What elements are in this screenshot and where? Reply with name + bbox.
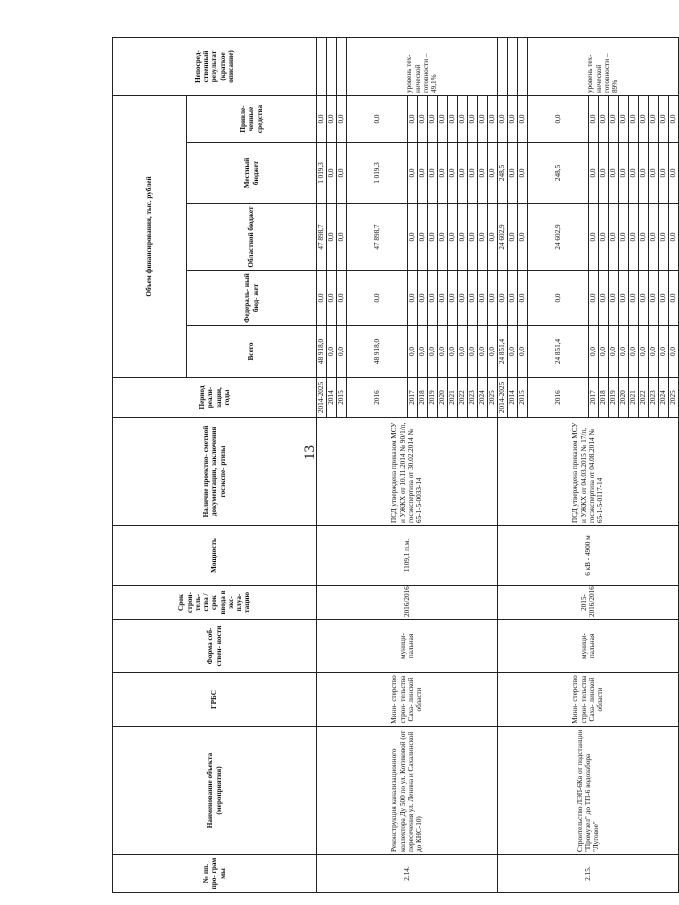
total-cell: 0,0 (609, 326, 619, 378)
local-cell: 0,0 (599, 143, 609, 204)
local-cell: 0,0 (669, 143, 679, 204)
local-cell: 0,0 (337, 143, 347, 204)
regional-cell: 0,0 (327, 204, 337, 271)
total-cell: 0,0 (337, 326, 347, 378)
result-cell-empty (508, 37, 518, 95)
regional-cell: 0,0 (659, 204, 669, 271)
financing-table (112, 37, 679, 893)
federal-cell: 0,0 (649, 271, 659, 326)
result-cell-empty (327, 37, 337, 95)
attracted-cell: 0,0 (669, 95, 679, 142)
total-cell: 0,0 (458, 326, 468, 378)
attracted-cell: 0,0 (599, 95, 609, 142)
object-capacity: 6 кВ - 4900 м (498, 526, 679, 586)
federal-cell: 0,0 (599, 271, 609, 326)
total-cell: 0,0 (629, 326, 639, 378)
object-grbs: Мини- стерство строи- тельства Саха- линской области (317, 673, 498, 727)
local-cell: 1 019,3 (317, 143, 327, 204)
local-cell: 0,0 (478, 143, 488, 204)
object-result: уровень тех- нической готовности – 89% (528, 37, 679, 95)
header-total: Всего (187, 326, 317, 378)
period-cell: 2018 (418, 378, 428, 418)
regional-cell: 0,0 (639, 204, 649, 271)
regional-cell: 0,0 (478, 204, 488, 271)
rotated-table-container (112, 38, 678, 893)
object-result: уровень тех- нической готовности – 49,1% (347, 37, 498, 95)
federal-cell: 0,0 (438, 271, 448, 326)
header-term: Срок строи- тель- ства / срок ввода в экс- плуа- тацию (113, 586, 317, 620)
object-psd: ПСД утверждена приказом МСУ и УЖКХ от 10.11.2014 № 90/1/п, госэкспертиза от 30.02.2014 № 65-1-5-0033-14 (317, 418, 498, 526)
period-cell: 2019 (428, 378, 438, 418)
header-local: Местный бюджет (187, 143, 317, 204)
local-cell: 0,0 (589, 143, 599, 204)
object-term: 2016/2016 (317, 586, 498, 620)
period-cell: 2019 (609, 378, 619, 418)
local-cell: 0,0 (408, 143, 418, 204)
attracted-cell: 0,0 (317, 95, 327, 142)
attracted-cell: 0,0 (488, 95, 498, 142)
period-cell: 2022 (458, 378, 468, 418)
regional-cell: 0,0 (649, 204, 659, 271)
header-capacity: Мощность (113, 526, 317, 586)
header-finance-group: Объем финансирования, тыс. рублей (113, 95, 187, 377)
result-cell-empty (518, 37, 528, 95)
header-period: Период реали- зации, годы (113, 378, 317, 418)
federal-cell: 0,0 (488, 271, 498, 326)
local-cell: 0,0 (619, 143, 629, 204)
attracted-cell: 0,0 (438, 95, 448, 142)
federal-cell: 0,0 (609, 271, 619, 326)
local-cell: 0,0 (659, 143, 669, 204)
period-cell: 2017 (589, 378, 599, 418)
regional-cell: 0,0 (609, 204, 619, 271)
attracted-cell: 0,0 (327, 95, 337, 142)
period-cell: 2015 (518, 378, 528, 418)
result-cell-empty (498, 37, 508, 95)
period-cell: 2025 (488, 378, 498, 418)
header-federal: Федераль- ный бюд- жет (187, 271, 317, 326)
object-number: 2.14. (317, 855, 498, 893)
period-cell: 2023 (468, 378, 478, 418)
table-body (317, 37, 679, 892)
local-cell: 0,0 (448, 143, 458, 204)
federal-cell: 0,0 (508, 271, 518, 326)
regional-cell: 0,0 (408, 204, 418, 271)
local-cell: 1 019,3 (347, 143, 408, 204)
attracted-cell: 0,0 (458, 95, 468, 142)
period-cell: 2014-2025 (498, 378, 508, 418)
period-cell: 2020 (438, 378, 448, 418)
header-regional: Областной бюджет (187, 204, 317, 271)
header-grbs: ГРБС (113, 673, 317, 727)
federal-cell: 0,0 (629, 271, 639, 326)
federal-cell: 0,0 (418, 271, 428, 326)
regional-cell: 24 602,9 (528, 204, 589, 271)
attracted-cell: 0,0 (408, 95, 418, 142)
total-cell: 24 851,4 (498, 326, 508, 378)
total-cell: 0,0 (669, 326, 679, 378)
total-cell: 0,0 (418, 326, 428, 378)
period-cell: 2021 (448, 378, 458, 418)
total-cell: 0,0 (619, 326, 629, 378)
local-cell: 0,0 (518, 143, 528, 204)
federal-cell: 0,0 (478, 271, 488, 326)
period-cell: 2017 (408, 378, 418, 418)
regional-cell: 0,0 (508, 204, 518, 271)
period-cell: 2014-2025 (317, 378, 327, 418)
federal-cell: 0,0 (639, 271, 649, 326)
attracted-cell: 0,0 (589, 95, 599, 142)
attracted-cell: 0,0 (629, 95, 639, 142)
regional-cell: 0,0 (599, 204, 609, 271)
federal-cell: 0,0 (659, 271, 669, 326)
header-psd: Наличие проектно- сметной документации, заключения госэкспе- ртизы (113, 418, 317, 526)
regional-cell: 0,0 (518, 204, 528, 271)
attracted-cell: 0,0 (528, 95, 589, 142)
attracted-cell: 0,0 (518, 95, 528, 142)
attracted-cell: 0,0 (619, 95, 629, 142)
total-cell: 0,0 (518, 326, 528, 378)
attracted-cell: 0,0 (478, 95, 488, 142)
regional-cell: 0,0 (488, 204, 498, 271)
period-cell: 2016 (528, 378, 589, 418)
federal-cell: 0,0 (669, 271, 679, 326)
federal-cell: 0,0 (448, 271, 458, 326)
federal-cell: 0,0 (589, 271, 599, 326)
local-cell: 0,0 (639, 143, 649, 204)
total-cell: 0,0 (639, 326, 649, 378)
local-cell: 0,0 (488, 143, 498, 204)
result-cell-empty (337, 37, 347, 95)
object-name: Реконструкция канализационного коллектора Ду 500 по ул. Котиковой (от пересечения ул. Ленина и Сахалинской до КНС-10) (317, 727, 498, 855)
regional-cell: 0,0 (448, 204, 458, 271)
header-attracted: Привле- ченные средства (187, 95, 317, 142)
total-cell: 0,0 (508, 326, 518, 378)
local-cell: 0,0 (508, 143, 518, 204)
header-name: Наименование объекта (мероприятия) (113, 727, 317, 855)
total-cell: 0,0 (438, 326, 448, 378)
regional-cell: 0,0 (337, 204, 347, 271)
total-cell: 24 851,4 (528, 326, 589, 378)
federal-cell: 0,0 (619, 271, 629, 326)
regional-cell: 0,0 (468, 204, 478, 271)
total-cell: 0,0 (428, 326, 438, 378)
regional-cell: 0,0 (438, 204, 448, 271)
header-form: Форма соб- ствен- ности (113, 620, 317, 673)
federal-cell: 0,0 (408, 271, 418, 326)
object-form: муници- пальная (317, 620, 498, 673)
object-form: муници- пальная (498, 620, 679, 673)
federal-cell: 0,0 (518, 271, 528, 326)
total-cell: 0,0 (408, 326, 418, 378)
period-cell: 2020 (619, 378, 629, 418)
attracted-cell: 0,0 (337, 95, 347, 142)
total-cell: 48 918,0 (317, 326, 327, 378)
page-number: 13 (301, 444, 318, 460)
period-cell: 2024 (478, 378, 488, 418)
local-cell: 0,0 (649, 143, 659, 204)
total-cell: 0,0 (327, 326, 337, 378)
period-cell: 2024 (659, 378, 669, 418)
attracted-cell: 0,0 (428, 95, 438, 142)
object-grbs: Мини- стерство строи- тельства Саха- линской области (498, 673, 679, 727)
period-cell: 2016 (347, 378, 408, 418)
local-cell: 0,0 (629, 143, 639, 204)
attracted-cell: 0,0 (418, 95, 428, 142)
regional-cell: 0,0 (418, 204, 428, 271)
regional-cell: 24 602,9 (498, 204, 508, 271)
local-cell: 248,5 (498, 143, 508, 204)
total-cell: 0,0 (468, 326, 478, 378)
federal-cell: 0,0 (498, 271, 508, 326)
result-cell-empty (317, 37, 327, 95)
table-row (498, 37, 508, 892)
local-cell: 248,5 (528, 143, 589, 204)
table-row (317, 37, 327, 892)
total-cell: 0,0 (649, 326, 659, 378)
header-num: № пп. про- грам мы (113, 855, 317, 893)
local-cell: 0,0 (428, 143, 438, 204)
period-cell: 2014 (327, 378, 337, 418)
attracted-cell: 0,0 (347, 95, 408, 142)
object-psd: ПСД утверждена приказом МСУ и УЖКХ от 04.03.2015 № 17/п, госэкспертиза от 04.08.2014 № 65-1-5-0117-14 (498, 418, 679, 526)
attracted-cell: 0,0 (448, 95, 458, 142)
federal-cell: 0,0 (528, 271, 589, 326)
period-cell: 2022 (639, 378, 649, 418)
attracted-cell: 0,0 (639, 95, 649, 142)
total-cell: 0,0 (488, 326, 498, 378)
regional-cell: 0,0 (589, 204, 599, 271)
total-cell: 0,0 (478, 326, 488, 378)
header-result: Непосред- ственный результат (краткое описание) (113, 37, 317, 95)
total-cell: 0,0 (659, 326, 669, 378)
local-cell: 0,0 (468, 143, 478, 204)
attracted-cell: 0,0 (508, 95, 518, 142)
local-cell: 0,0 (418, 143, 428, 204)
local-cell: 0,0 (327, 143, 337, 204)
period-cell: 2018 (599, 378, 609, 418)
period-cell: 2015 (337, 378, 347, 418)
attracted-cell: 0,0 (498, 95, 508, 142)
total-cell: 48 918,0 (347, 326, 408, 378)
period-cell: 2025 (669, 378, 679, 418)
period-cell: 2014 (508, 378, 518, 418)
object-name: Строительство ЛЭП-6Кв от подстанции "Промузел" до ТП-6 водозабора "Луговое" (498, 727, 679, 855)
local-cell: 0,0 (458, 143, 468, 204)
object-term: 2015-2016/2016 (498, 586, 679, 620)
regional-cell: 0,0 (428, 204, 438, 271)
regional-cell: 47 898,7 (317, 204, 327, 271)
federal-cell: 0,0 (337, 271, 347, 326)
attracted-cell: 0,0 (659, 95, 669, 142)
federal-cell: 0,0 (327, 271, 337, 326)
period-cell: 2021 (629, 378, 639, 418)
federal-cell: 0,0 (458, 271, 468, 326)
object-capacity: 1109,1 п.м. (317, 526, 498, 586)
attracted-cell: 0,0 (649, 95, 659, 142)
object-number: 2.15. (498, 855, 679, 893)
local-cell: 0,0 (438, 143, 448, 204)
federal-cell: 0,0 (317, 271, 327, 326)
regional-cell: 0,0 (629, 204, 639, 271)
federal-cell: 0,0 (468, 271, 478, 326)
local-cell: 0,0 (609, 143, 619, 204)
total-cell: 0,0 (448, 326, 458, 378)
total-cell: 0,0 (599, 326, 609, 378)
regional-cell: 0,0 (669, 204, 679, 271)
period-cell: 2023 (649, 378, 659, 418)
total-cell: 0,0 (589, 326, 599, 378)
attracted-cell: 0,0 (609, 95, 619, 142)
federal-cell: 0,0 (347, 271, 408, 326)
regional-cell: 47 898,7 (347, 204, 408, 271)
attracted-cell: 0,0 (468, 95, 478, 142)
federal-cell: 0,0 (428, 271, 438, 326)
regional-cell: 0,0 (458, 204, 468, 271)
regional-cell: 0,0 (619, 204, 629, 271)
